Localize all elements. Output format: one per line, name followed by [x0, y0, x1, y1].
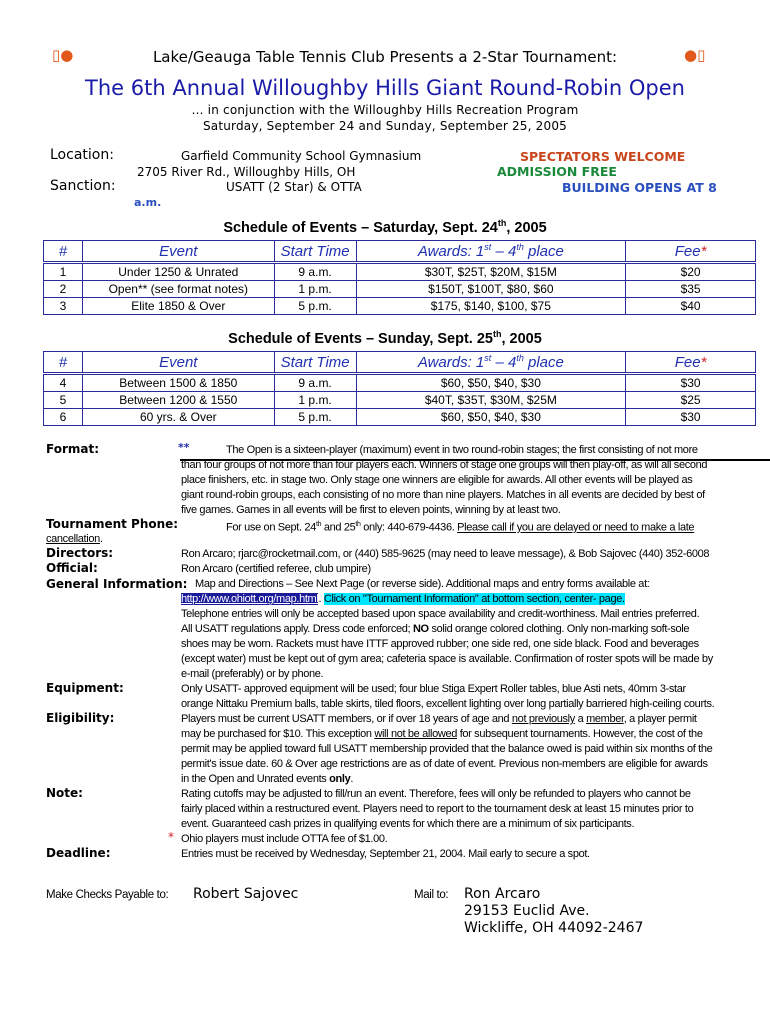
- eligibility-line4: permit's issue date. 60 & Over age restrictions are as of date of event. Previous non-members are eligible for awards: [181, 758, 708, 770]
- geninfo-line7: e-mail (preferably) or by phone.: [181, 668, 324, 680]
- mail-label: Mail to:: [414, 889, 449, 901]
- building-opens: BUILDING OPENS AT 8: [562, 180, 717, 195]
- cell: $35: [626, 281, 756, 298]
- note-line1: Rating cutoffs may be adjusted to fill/run an event. Therefore, fees will only be refunded to players who cannot be: [181, 788, 691, 800]
- cell: 60 yrs. & Over: [82, 409, 274, 426]
- sunday-heading: Schedule of Events – Sunday, Sept. 25th, 2005: [228, 329, 542, 347]
- table-row: [44, 263, 756, 281]
- col-fee: Fee*: [626, 241, 756, 263]
- format-line3: place finishers, etc. in stage two. Only stage one winners are eligible for awards. All other events will be played as: [181, 474, 693, 486]
- cell: 1 p.m.: [274, 392, 356, 409]
- cell: 5 p.m.: [274, 409, 356, 426]
- col-start: Start Time: [274, 352, 356, 374]
- geninfo-line1: Map and Directions – See Next Page (or reverse side). Additional maps and entry forms available at:: [195, 578, 650, 590]
- admission-free: ADMISSION FREE: [497, 164, 617, 179]
- ornament-left: ▯●: [52, 46, 74, 64]
- location-label: Location:: [50, 147, 114, 163]
- saturday-heading: Schedule of Events – Saturday, Sept. 24th, 2005: [223, 218, 547, 236]
- equipment-line1: Only USATT- approved equipment will be used; four blue Stiga Expert Roller tables, blue Asti nets, 40mm 3-star: [181, 683, 686, 695]
- table-row: [44, 281, 756, 298]
- col-event: Event: [82, 241, 274, 263]
- ohio-note: Ohio players must include OTTA fee of $1.00.: [181, 833, 388, 845]
- col-event: Event: [82, 352, 274, 374]
- eligibility-line1: Players must be current USATT members, or if over 18 years of age and not previously a member, a player permit: [181, 713, 697, 725]
- payable-name: Robert Sajovec: [193, 886, 299, 902]
- official-value: Ron Arcaro (certified referee, club umpire): [181, 563, 371, 575]
- cell: 9 a.m.: [274, 374, 356, 392]
- mail-city: Wickliffe, OH 44092-2467: [464, 920, 644, 936]
- note-line2: fairly placed within a restructured event. Players need to report to the tournament desk at least 15 minutes prior to: [181, 803, 694, 815]
- col-fee: Fee*: [626, 352, 756, 374]
- geninfo-line4: All USATT regulations apply. Dress code enforced; NO solid orange colored clothing. Only non-marking soft-sole: [181, 623, 690, 635]
- cell: $40T, $35T, $30M, $25M: [356, 392, 626, 409]
- format-line2: than four groups of not more than four players each. Winners of stage one groups will then play-off, as will all second: [181, 459, 708, 471]
- ornament-right: ●▯: [684, 46, 706, 64]
- col-num: #: [44, 241, 83, 263]
- cell: 3: [44, 298, 83, 315]
- cell: 6: [44, 409, 83, 426]
- deadline-value: Entries must be received by Wednesday, September 21, 2004. Mail early to secure a spot.: [181, 848, 590, 860]
- format-line1: The Open is a sixteen-player (maximum) event in two round-robin stages; the first consisting of not more: [226, 444, 698, 456]
- col-start: Start Time: [274, 241, 356, 263]
- note-line3: event. Guaranteed cash prizes in qualifying events for which there are a minimum of six participants.: [181, 818, 635, 830]
- cell: 1 p.m.: [274, 281, 356, 298]
- table-row: [44, 374, 756, 392]
- directors-label: Directors:: [46, 546, 114, 560]
- phone-cont: cancellation.: [46, 533, 103, 545]
- spectators-welcome: SPECTATORS WELCOME: [520, 149, 686, 164]
- equipment-line2: orange Nittaku Premium balls, table skirts, tiled floors, excellent lighting over long partially barriered high-ceiling courts.: [181, 698, 715, 710]
- eligibility-label: Eligibility:: [46, 711, 115, 725]
- official-label: Official:: [46, 561, 98, 575]
- eligibility-line5: in the Open and Unrated events only.: [181, 773, 354, 785]
- building-opens-cont: a.m.: [134, 196, 162, 209]
- phone-text: For use on Sept. 24th and 25th only: 440-679-4436. Please call if you are delayed or need to make a late: [226, 521, 695, 534]
- location-line1: Garfield Community School Gymnasium: [181, 149, 422, 163]
- cell: $60, $50, $40, $30: [356, 374, 626, 392]
- cell: Elite 1850 & Over: [82, 298, 274, 315]
- sanction-label: Sanction:: [50, 178, 116, 194]
- table-header-row: [44, 241, 756, 263]
- directors-value: Ron Arcaro; rjarc@rocketmail.com, or (440) 585-9625 (may need to leave message), & Bob Sajovec (440) 352-6008: [181, 548, 710, 560]
- page-title: The 6th Annual Willoughby Hills Giant Round-Robin Open: [85, 76, 685, 100]
- event-dates: Saturday, September 24 and Sunday, September 25, 2005: [202, 119, 568, 133]
- payable-label: Make Checks Payable to:: [46, 889, 169, 901]
- equipment-label: Equipment:: [46, 681, 124, 695]
- cell: 9 a.m.: [274, 263, 356, 281]
- map-link[interactable]: http://www.ohiott.org/map.html: [181, 593, 319, 605]
- mail-street: 29153 Euclid Ave.: [464, 903, 590, 919]
- cell: Between 1200 & 1550: [82, 392, 274, 409]
- cell: Under 1250 & Unrated: [82, 263, 274, 281]
- sanction-value: USATT (2 Star) & OTTA: [226, 180, 362, 194]
- geninfo-line3: Telephone entries will only be accepted based upon space availability and credit-worthiness. Mail entries preferred.: [181, 608, 700, 620]
- cell: $30T, $25T, $20M, $15M: [356, 263, 626, 281]
- cell: $20: [626, 263, 756, 281]
- sunday-schedule-table: [43, 351, 756, 426]
- cell: 5 p.m.: [274, 298, 356, 315]
- phone-label: Tournament Phone:: [46, 517, 179, 531]
- cell: $150T, $100T, $80, $60: [356, 281, 626, 298]
- saturday-schedule-table: [43, 240, 756, 315]
- presents-line: Lake/Geauga Table Tennis Club Presents a 2-Star Tournament:: [152, 48, 618, 66]
- deadline-label: Deadline:: [46, 846, 111, 860]
- table-row: [44, 392, 756, 409]
- cell: 5: [44, 392, 83, 409]
- geninfo-line6: (except water) must be kept out of gym area; cafeteria space is available. Confirmation of roster spots will be made by: [181, 653, 713, 665]
- table-row: [44, 298, 756, 315]
- eligibility-line3: permit may be applied toward full USATT membership provided that the balance owed is paid within six months of the: [181, 743, 713, 755]
- ohio-star: *: [168, 830, 174, 844]
- geninfo-line2: http://www.ohiott.org/map.html. Click on "Tournament Information" at bottom section, center- page.: [181, 593, 625, 605]
- cell: Open** (see format notes): [82, 281, 274, 298]
- cell: 1: [44, 263, 83, 281]
- cell: Between 1500 & 1850: [82, 374, 274, 392]
- format-line5: five games. Games in all events will be first to eleven points, winning by at least two.: [181, 504, 561, 516]
- col-num: #: [44, 352, 83, 374]
- cell: $60, $50, $40, $30: [356, 409, 626, 426]
- table-row: [44, 409, 756, 426]
- cell: $30: [626, 374, 756, 392]
- cell: $25: [626, 392, 756, 409]
- format-line4: giant round-robin groups, each consisting of no more than nine players. Matches in all events are decided by best of: [181, 489, 705, 501]
- subtitle: … in conjunction with the Willoughby Hills Recreation Program: [191, 103, 579, 117]
- col-awards: Awards: 1st – 4th place: [356, 241, 626, 263]
- geninfo-label: General Information:: [46, 577, 188, 591]
- cell: 2: [44, 281, 83, 298]
- eligibility-line2: may be purchased for $10. This exception will not be allowed for subsequent tournaments. However, the cost of the: [181, 728, 703, 740]
- mail-name: Ron Arcaro: [464, 886, 541, 902]
- location-line2: 2705 River Rd., Willoughby Hills, OH: [137, 165, 356, 179]
- cell: $30: [626, 409, 756, 426]
- table-header-row: [44, 352, 756, 374]
- note-label: Note:: [46, 786, 83, 800]
- cell: $175, $140, $100, $75: [356, 298, 626, 315]
- geninfo-line5: shoes may be worn. Rackets must have ITTF approved rubber; one side red, one side black. Food and beverages: [181, 638, 699, 650]
- format-stars: **: [178, 441, 190, 454]
- cell: 4: [44, 374, 83, 392]
- format-label: Format:: [46, 442, 100, 456]
- col-awards: Awards: 1st – 4th place: [356, 352, 626, 374]
- cell: $40: [626, 298, 756, 315]
